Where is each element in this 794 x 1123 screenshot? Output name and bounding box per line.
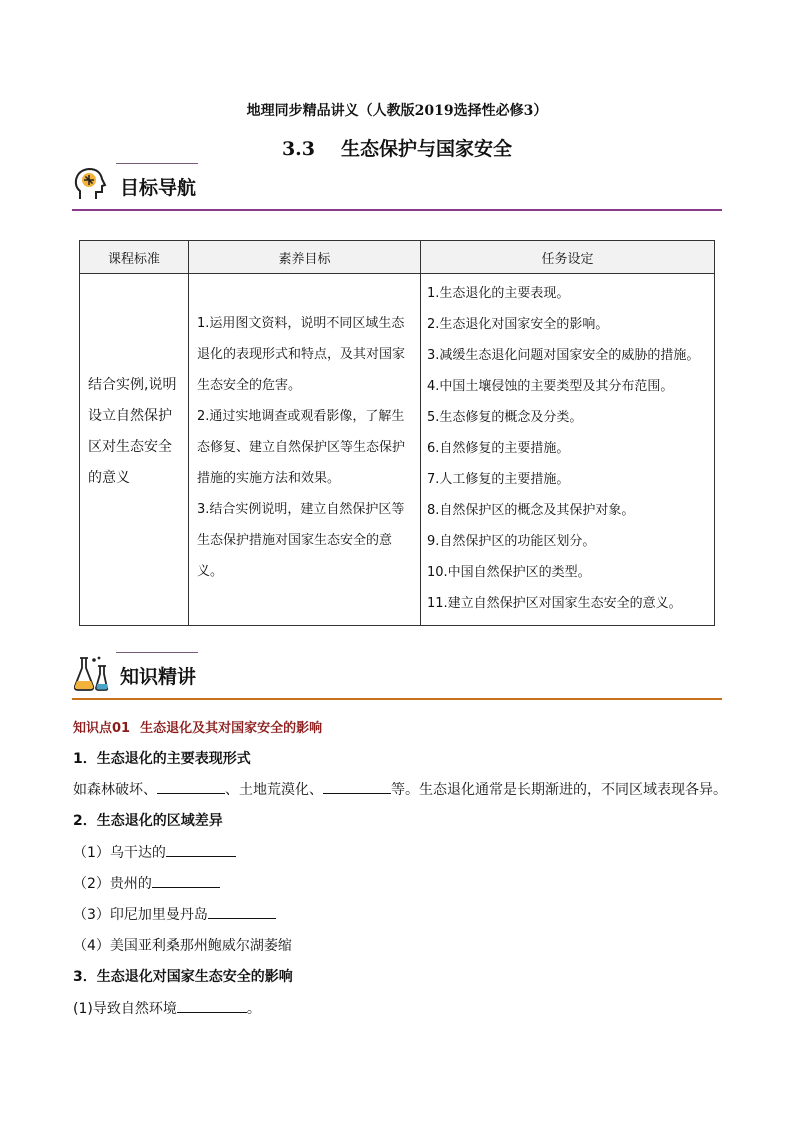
task-item: 4.中国土壤侵蚀的主要类型及其分布范围。 — [427, 379, 674, 394]
task-item: 3.减缓生态退化问题对国家安全的威胁的措施。 — [427, 348, 700, 363]
course-standard-cell: 结合实例,说明设立自然保护区对生态安全的意义 — [80, 274, 189, 626]
section-knowledge-title: 知识精讲 — [120, 666, 197, 688]
table-row — [80, 274, 715, 626]
table-header-row — [80, 241, 715, 274]
task-item: 8.自然保护区的概念及其保护对象。 — [427, 503, 635, 518]
section-knowledge-header — [72, 652, 722, 700]
task-item: 11.建立自然保护区对国家生态安全的意义。 — [427, 596, 682, 611]
text-run: （2）贵州的 — [73, 876, 152, 892]
paragraph-fill-blank — [73, 998, 261, 1018]
knowledge-point-label: 知识点01 — [73, 721, 131, 736]
answer-blank — [208, 904, 276, 919]
section-divider — [72, 209, 722, 211]
section-deco-line — [116, 652, 198, 653]
knowledge-point-title — [73, 717, 322, 736]
text-run: 。 — [246, 1001, 261, 1017]
section-deco-line — [116, 163, 198, 164]
text-run: 如森林破坏、 — [73, 782, 157, 798]
lesson-title: 生态保护与国家安全 — [341, 138, 513, 160]
lesson-number: 3.3 — [281, 138, 316, 160]
literacy-goals-cell — [189, 274, 421, 626]
literacy-goal: 3.结合实例说明，建立自然保护区等生态保护措施对国家生态安全的意义。 — [197, 502, 405, 579]
paragraph-fill-blank — [73, 779, 727, 799]
task-item: 5.生态修复的概念及分类。 — [427, 410, 583, 425]
goals-table — [79, 240, 715, 626]
subheading: 2．生态退化的区域差异 — [73, 813, 223, 829]
section-goals-title: 目标导航 — [120, 177, 197, 199]
task-item: 2.生态退化对国家安全的影响。 — [427, 317, 609, 332]
lesson-heading — [0, 134, 794, 161]
answer-blank — [157, 779, 225, 794]
answer-blank — [177, 998, 247, 1013]
list-item — [73, 904, 276, 924]
text-run: （3）印尼加里曼丹岛 — [73, 907, 208, 923]
answer-blank — [152, 873, 220, 888]
head-idea-icon — [72, 165, 112, 205]
subheading: 3．生态退化对国家生态安全的影响 — [73, 969, 293, 985]
task-item: 7.人工修复的主要措施。 — [427, 472, 570, 487]
section-divider — [72, 698, 722, 700]
table-header-cell: 素养目标 — [189, 241, 421, 274]
series-title: 地理同步精品讲义（人教版2019选择性必修3） — [246, 103, 548, 119]
task-item: 1.生态退化的主要表现。 — [427, 286, 570, 301]
task-item: 6.自然修复的主要措施。 — [427, 441, 570, 456]
answer-blank — [323, 779, 391, 794]
text-run: (1)导致自然环境 — [73, 1001, 177, 1017]
section-goals-header — [72, 163, 722, 211]
list-item: （4）美国亚利桑那州鲍威尔湖萎缩 — [73, 938, 292, 954]
knowledge-point-name: 生态退化及其对国家安全的影响 — [140, 721, 323, 736]
task-item: 10.中国自然保护区的类型。 — [427, 565, 591, 580]
text-run: （1）乌干达的 — [73, 845, 166, 861]
lab-flask-icon — [72, 654, 112, 694]
task-item: 9.自然保护区的功能区划分。 — [427, 534, 596, 549]
subheading: 1．生态退化的主要表现形式 — [73, 751, 251, 767]
literacy-goal: 1.运用图文资料，说明不同区域生态退化的表现形式和特点，及其对国家生态安全的危害。 — [197, 316, 406, 393]
tasks-cell — [421, 274, 715, 626]
table-header-cell: 任务设定 — [421, 241, 715, 274]
text-run: 等。生态退化通常是长期渐进的，不同区域表现各异。 — [391, 782, 727, 798]
table-header-cell: 课程标准 — [80, 241, 189, 274]
text-run: 、土地荒漠化、 — [225, 782, 323, 798]
list-item — [73, 873, 220, 893]
list-item — [73, 842, 236, 862]
answer-blank — [166, 842, 236, 857]
literacy-goal: 2.通过实地调查或观看影像，了解生态修复、建立自然保护区等生态保护措施的实施方法和效果。 — [197, 409, 406, 486]
